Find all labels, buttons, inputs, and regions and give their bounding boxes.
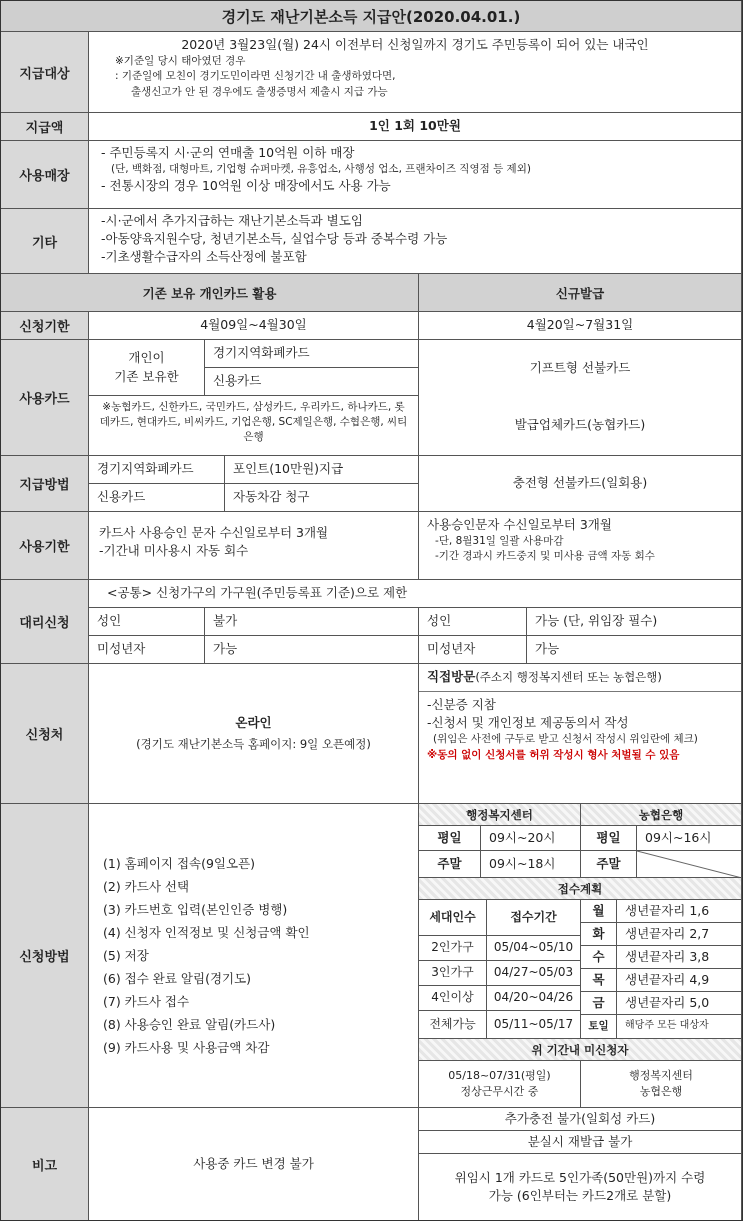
credit-card: [205, 368, 419, 396]
day-fri-text: 금: [592, 994, 605, 1010]
target-label: [1, 32, 89, 113]
local-card-text: 경기지역화폐카드: [213, 345, 310, 361]
proxy-ex-minor-text: 가능: [213, 641, 238, 657]
bank-weekend-hours: [637, 851, 742, 878]
period-existing-text: 4월09일~4월30일: [200, 317, 307, 333]
center-header-text: 행정복지센터: [466, 807, 533, 822]
remark-new-4-text: 가능 (6인부터는 카드2개로 분할): [488, 1188, 672, 1203]
usage-existing2: -기간내 미사용시 자동 회수: [99, 543, 249, 559]
online-subtitle: (경기도 재난기본소득 홈페이지: 9일 오픈예정): [136, 737, 371, 752]
card-issuers-text: ※농협카드, 신한카드, 국민카드, 삼성카드, 우리카드, 하나카드, 롯데카드, 현대카드, 비씨카드, 기업은행, SC제일은행, 수협은행, 씨티은행: [99, 401, 408, 444]
proxy-new-adult-text: 가능 (단, 위임장 필수): [535, 613, 658, 629]
proxy-new-minor-label-text: 미성년자: [427, 641, 476, 657]
center-weekend-label: [419, 851, 481, 878]
method-credit-pay-text: 자동차감 청구: [233, 489, 310, 505]
day-weekend-rule: [617, 1015, 742, 1039]
stores-line1: - 주민등록지 시·군의 연매출 10억원 이하 매장: [101, 145, 355, 160]
step-5: (5) 저장: [103, 948, 149, 963]
plan-row-1-size-text: 2인가구: [431, 940, 474, 955]
step-4: (4) 신청자 인적정보 및 신청금액 확인: [103, 925, 310, 940]
plan-row-3-size: [419, 986, 487, 1011]
proxy-existing-adult: [205, 608, 419, 636]
center-weekday-label-text: 평일: [437, 829, 462, 845]
day-wed-rule-text: 생년끝자리 3,8: [625, 948, 710, 964]
day-tue: [581, 923, 617, 946]
plan-row-4-period-text: 05/11~05/17: [493, 1016, 574, 1031]
late-places: [581, 1061, 742, 1108]
remark-new-3: [419, 1154, 742, 1220]
plan-row-4-size: [419, 1011, 487, 1039]
remark-existing: [89, 1108, 419, 1220]
day-wed-rule: [617, 946, 742, 969]
amount-value: [89, 113, 742, 141]
proxy-existing-minor: [205, 636, 419, 664]
proxy-common: [89, 580, 742, 608]
plan-row-2-size: [419, 961, 487, 986]
proxy-new-minor-label: [419, 636, 527, 664]
existing-card-header: [1, 274, 419, 312]
amount-label: [1, 113, 89, 141]
method-new-text: 충전형 선불카드(일회용): [512, 475, 648, 491]
method-credit-card: [89, 484, 225, 512]
bank-header: [581, 804, 742, 826]
period-new-text: 4월20일~7월31일: [526, 317, 634, 333]
period-existing: [89, 312, 419, 340]
method-new: [419, 456, 742, 512]
proxy-label-text: 대리신청: [19, 616, 70, 631]
late-place-center: 행정복지센터: [629, 1069, 693, 1083]
gift-card: [419, 340, 742, 396]
usage-new1: 사용승인문자 수신일로부터 3개월: [427, 517, 612, 532]
proxy-existing-minor-label: [89, 636, 205, 664]
where-online: [89, 664, 419, 804]
bank-weekday-label: [581, 826, 637, 851]
plan-header-text: 접수계획: [557, 881, 603, 896]
proxy-new-minor-text: 가능: [535, 641, 560, 657]
day-mon-text: 월: [592, 902, 605, 918]
etc-label: [1, 209, 89, 274]
visit-places: (주소지 행정복지센터 또는 농협은행): [475, 670, 662, 684]
plan-header: [419, 878, 742, 900]
day-wed: [581, 946, 617, 969]
day-thu: [581, 969, 617, 992]
step-3: (3) 카드번호 입력(본인인증 병행): [103, 902, 288, 917]
target-content: [89, 32, 742, 113]
gift-card-issuer: [419, 396, 742, 456]
gift-card-text: 기프트형 선불카드: [529, 359, 631, 375]
remark-new-3-text: 위임시 1개 카드로 5인가족(50만원)까지 수령: [454, 1169, 706, 1185]
cards-label-text: 사용카드: [19, 392, 70, 407]
method-local-pay: [225, 456, 419, 484]
step-7: (7) 카드사 접수: [103, 994, 190, 1009]
day-tue-rule: [617, 923, 742, 946]
center-weekend-label-text: 주말: [437, 855, 462, 871]
center-weekday-label: [419, 826, 481, 851]
plan-row-3-period: [487, 986, 581, 1011]
visit-title: 직접방문: [427, 669, 476, 684]
cards-label: [1, 340, 89, 456]
target-main: 2020년 3월23일(월) 24시 이전부터 신청일까지 경기도 주민등록이 되어 있는 내국인: [181, 37, 649, 52]
target-label-text: 지급대상: [19, 66, 70, 82]
stores-label-text: 사용매장: [19, 169, 70, 184]
day-fri-rule-text: 생년끝자리 5,0: [625, 994, 710, 1010]
day-mon-rule: [617, 900, 742, 923]
how-steps: [89, 804, 419, 1108]
method-local-pay-text: 포인트(10만원)지급: [233, 461, 344, 477]
late-place-bank: 농협은행: [639, 1085, 683, 1098]
page-title: [1, 1, 742, 32]
proxy-existing-adult-label: [89, 608, 205, 636]
day-fri-rule: [617, 992, 742, 1015]
plan-row-2-size-text: 3인가구: [431, 965, 474, 980]
plan-row-3-size-text: 4인이상: [431, 990, 474, 1005]
bank-weekend-label-text: 주말: [596, 855, 621, 871]
how-label-text: 신청방법: [19, 950, 70, 965]
center-weekend-hours-text: 09시~18시: [489, 855, 556, 871]
center-header: [419, 804, 581, 826]
plan-row-4-period: [487, 1011, 581, 1039]
usage-label: [1, 512, 89, 580]
local-currency-card: [205, 340, 419, 368]
day-weekend: [581, 1015, 617, 1039]
visit-divider: [419, 691, 741, 692]
visit-note: (위임은 사전에 구두로 받고 신청서 작성시 위임란에 체크): [433, 733, 698, 746]
proxy-minor-text: 미성년자: [97, 641, 146, 657]
remark-label-text: 비고: [31, 1158, 58, 1174]
stores-content: [89, 141, 742, 209]
amount-label-text: 지급액: [25, 121, 64, 136]
remark-new-1: [419, 1108, 742, 1131]
method-credit-card-text: 신용카드: [97, 489, 146, 505]
household-header: [419, 900, 487, 936]
method-local-card: [89, 456, 225, 484]
day-weekend-text: 토일: [588, 1019, 609, 1032]
day-tue-rule-text: 생년끝자리 2,7: [625, 925, 710, 941]
stores-line2: (단, 백화점, 대형마트, 기업형 슈퍼마켓, 유흥업소, 사행성 업소, 프랜차이즈 직영점 등 제외): [111, 163, 531, 176]
bank-weekday-label-text: 평일: [596, 829, 621, 845]
household-header-text: 세대인수: [429, 909, 476, 924]
usage-new2: -단, 8월31일 일괄 사용마감: [435, 535, 564, 548]
etc-line1: -시·군에서 추가지급하는 재난기본소득과 별도임: [101, 213, 363, 228]
online-title: 온라인: [235, 715, 272, 731]
gift-issuer-text: 발급업체카드(농협카드): [514, 417, 646, 433]
target-note1: ※기준일 당시 태아였던 경우: [115, 55, 246, 68]
period-label-text: 신청기한: [19, 320, 70, 335]
late-header-text: 위 기간내 미신청자: [531, 1042, 629, 1057]
visit-req1: -신분증 지참: [427, 697, 496, 713]
how-label: [1, 804, 89, 1108]
proxy-new-adult-label: [419, 608, 527, 636]
bank-weekday-hours-text: 09시~16시: [645, 829, 712, 845]
proxy-new-minor: [527, 636, 742, 664]
plan-row-1-period-text: 05/04~05/10: [493, 940, 574, 955]
day-tue-text: 화: [592, 925, 605, 941]
method-label-text: 지급방법: [19, 478, 70, 493]
day-thu-rule: [617, 969, 742, 992]
etc-label-text: 기타: [31, 235, 58, 251]
method-local-card-text: 경기지역화폐카드: [97, 461, 194, 477]
plan-row-1-period: [487, 936, 581, 961]
amount-value-text: 1인 1회 10만원: [369, 118, 461, 134]
day-mon-rule-text: 생년끝자리 1,6: [625, 902, 710, 918]
plan-period-header-text: 접수기간: [510, 909, 557, 924]
usage-existing1: 카드사 사용승인 문자 수신일로부터 3개월: [99, 525, 329, 540]
day-weekend-rule-text: 해당주 모든 대상자: [625, 1020, 709, 1032]
usage-existing: [89, 512, 419, 580]
plan-row-3-period-text: 04/20~04/26: [493, 990, 574, 1005]
plan-row-2-period-text: 04/27~05/03: [493, 965, 574, 980]
visit-warning: ※동의 없이 신청서를 허위 작성시 형사 처벌될 수 있음: [427, 748, 680, 761]
late-header: [419, 1039, 742, 1061]
method-credit-pay: [225, 484, 419, 512]
where-label-text: 신청처: [25, 728, 64, 743]
method-label: [1, 456, 89, 512]
plan-row-2-period: [487, 961, 581, 986]
proxy-ex-adult-text: 불가: [213, 613, 238, 629]
owned-line2: 기존 보유한: [114, 368, 179, 384]
new-card-header-text: 신규발급: [555, 285, 605, 301]
card-issuers: [89, 396, 419, 456]
plan-period-header: [487, 900, 581, 936]
period-new: [419, 312, 742, 340]
proxy-common-text: <공통> 신청가구의 가구원(주민등록표 기준)으로 제한: [107, 585, 408, 601]
page-title-text: 경기도 재난기본소득 지급안(2020.04.01.): [221, 7, 521, 26]
plan-row-1-size: [419, 936, 487, 961]
usage-new3: -기간 경과시 카드중지 및 미사용 금액 자동 회수: [435, 550, 655, 563]
day-wed-text: 수: [592, 948, 605, 964]
remark-new-2: [419, 1131, 742, 1154]
day-thu-rule-text: 생년끝자리 4,9: [625, 971, 710, 987]
proxy-new-adult: [527, 608, 742, 636]
target-note2: : 기준일에 모친이 경기도민이라면 신청기간 내 출생하였다면,: [115, 70, 396, 83]
existing-card-header-text: 기존 보유 개인카드 활용: [142, 285, 277, 301]
remark-label: [1, 1108, 89, 1220]
etc-line2: -아동양육지원수당, 청년기본소득, 실업수당 등과 중복수령 가능: [101, 231, 448, 247]
remark-new-2-text: 분실시 재발급 불가: [527, 1133, 633, 1149]
owned-cards-label: [89, 340, 205, 396]
step-2: (2) 카드사 선택: [103, 879, 190, 894]
late-period: 05/18~07/31(평일): [448, 1069, 551, 1083]
credit-card-text: 신용카드: [213, 373, 262, 389]
where-label: [1, 664, 89, 804]
etc-content: [89, 209, 742, 274]
stores-label: [1, 141, 89, 209]
target-note3: 출생신고가 안 된 경우에도 출생증명서 제출시 지급 가능: [131, 85, 388, 98]
new-card-header: [419, 274, 742, 312]
proxy-adult-text: 성인: [97, 613, 122, 629]
step-9: (9) 카드사용 및 사용금액 차감: [103, 1040, 270, 1055]
proxy-new-adult-label-text: 성인: [427, 613, 452, 629]
day-mon: [581, 900, 617, 923]
period-label: [1, 312, 89, 340]
proxy-label: [1, 580, 89, 664]
etc-line3: -기초생활수급자의 소득산정에 불포함: [101, 249, 307, 265]
plan-row-4-size-text: 전체가능: [429, 1016, 476, 1031]
bank-weekend-label: [581, 851, 637, 878]
day-fri: [581, 992, 617, 1015]
owned-line1: 개인이: [128, 350, 165, 366]
not-available-slash-icon: [637, 851, 742, 878]
day-thu-text: 목: [592, 971, 605, 987]
center-weekday-hours-text: 09시~20시: [489, 829, 556, 845]
center-weekend-hours: [481, 851, 581, 878]
center-weekday-hours: [481, 826, 581, 851]
bank-header-text: 농협은행: [638, 807, 684, 822]
step-6: (6) 접수 완료 알림(경기도): [103, 971, 252, 986]
usage-new: [419, 512, 742, 580]
remark-existing-text: 사용중 카드 변경 불가: [193, 1155, 314, 1171]
visit-req2: -신청서 및 개인정보 제공동의서 작성: [427, 715, 629, 731]
where-visit: [419, 664, 742, 804]
bank-weekday-hours: [637, 826, 742, 851]
usage-label-text: 사용기한: [19, 540, 70, 555]
stores-line3: - 전통시장의 경우 10억원 이상 매장에서도 사용 가능: [101, 178, 391, 194]
step-1: (1) 홈페이지 접속(9일오픈): [103, 856, 256, 871]
late-time: 정상근무시간 중: [460, 1085, 539, 1098]
step-8: (8) 사용승인 완료 알림(카드사): [103, 1017, 276, 1032]
late-schedule: [419, 1061, 581, 1108]
remark-new-1-text: 추가충전 불가(일회성 카드): [504, 1110, 656, 1126]
